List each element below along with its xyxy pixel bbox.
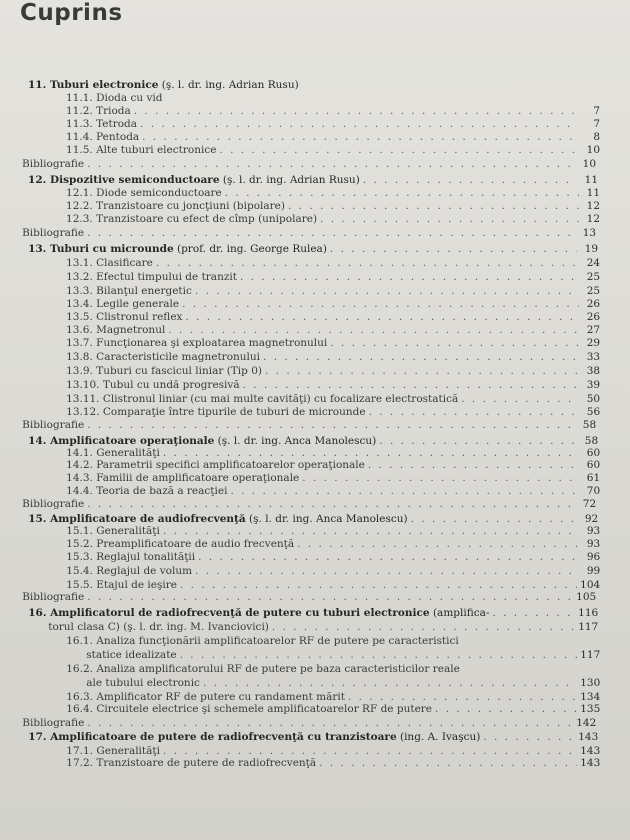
toc-entry-title bbox=[22, 226, 84, 240]
toc-chapter-entry bbox=[28, 78, 598, 92]
toc-section-entry bbox=[66, 702, 600, 716]
toc-entry-number: 15. bbox=[28, 513, 51, 525]
toc-page-number: 26 bbox=[586, 311, 601, 323]
toc-section-entry bbox=[66, 323, 600, 337]
toc-entry-title bbox=[66, 336, 327, 350]
toc-entry-title bbox=[22, 590, 84, 604]
toc-section-entry bbox=[66, 550, 600, 564]
toc-entry-number: 17. bbox=[28, 731, 51, 743]
leader-dots bbox=[272, 620, 575, 634]
toc-page-number: 143 bbox=[580, 757, 601, 769]
toc-page-number: 26 bbox=[586, 298, 601, 310]
toc-section-entry bbox=[66, 284, 600, 298]
toc-entry-number: 13.8. bbox=[66, 351, 97, 363]
leader-dots bbox=[263, 350, 579, 364]
toc-page-number: 135 bbox=[580, 703, 601, 715]
toc-page-number: 39 bbox=[586, 379, 601, 391]
toc-entry-title bbox=[66, 756, 316, 770]
toc-page-number: 93 bbox=[586, 525, 601, 537]
toc-page-number: 12 bbox=[586, 213, 601, 225]
toc-entry-text: Clistronul liniar (cu mai multe cavităţi) cu focalizare electrostatică bbox=[102, 393, 459, 405]
toc-bibliography-entry bbox=[22, 497, 596, 511]
toc-section-entry bbox=[66, 350, 600, 364]
toc-entry-text: Circuitele electrice şi schemele amplificatoarelor RF de putere bbox=[96, 703, 433, 715]
toc-entry-number: 13.4. bbox=[66, 298, 97, 310]
toc-entry-author: (ing. A. Ivaşcu) bbox=[396, 731, 481, 743]
toc-entry-number: 13.7. bbox=[66, 337, 97, 349]
toc-entry-text: Preamplificatoare de audio frecvenţă bbox=[96, 538, 295, 550]
toc-entry-title bbox=[66, 662, 460, 676]
toc-entry-number: 13.11. bbox=[66, 393, 103, 405]
leader-dots bbox=[330, 336, 579, 350]
toc-bibliography-entry bbox=[22, 157, 596, 171]
toc-entry-text: Tubul cu undă progresivă bbox=[102, 379, 240, 391]
toc-entry-author: (amplifica- bbox=[429, 607, 490, 619]
leader-dots bbox=[87, 497, 575, 511]
toc-entry-number: 13.12. bbox=[66, 406, 103, 418]
toc-chapter-entry bbox=[28, 242, 598, 256]
toc-section-entry bbox=[66, 212, 600, 226]
toc-entry-number: 12.2. bbox=[66, 200, 97, 212]
leader-dots bbox=[142, 130, 579, 144]
toc-page-number: 61 bbox=[586, 472, 601, 484]
toc-entry-text: Trioda bbox=[96, 105, 131, 117]
toc-entry-number: 14.1. bbox=[66, 447, 97, 459]
toc-bibliography-entry bbox=[22, 716, 596, 730]
toc-entry-text: Analiza funcţionării amplificatoarelor RF de putere pe caracteristici bbox=[96, 635, 459, 647]
toc-page-number: 10 bbox=[582, 158, 597, 170]
toc-entry-text: Amplificatoare de putere de radiofrecvenţă cu tranzistoare bbox=[50, 731, 397, 743]
leader-dots bbox=[297, 537, 579, 551]
toc-entry-text: Amplificatoare operaţionale bbox=[50, 435, 215, 447]
toc-entry-text: Reglajul tonalităţii bbox=[96, 551, 196, 563]
toc-page-number: 134 bbox=[580, 691, 601, 703]
toc-section-entry bbox=[66, 310, 600, 324]
toc-section-entry bbox=[48, 620, 598, 634]
toc-entry-title bbox=[28, 173, 360, 187]
leader-dots bbox=[230, 484, 579, 498]
toc-page-number: 58 bbox=[584, 435, 599, 447]
toc-entry-text: Pentoda bbox=[96, 131, 140, 143]
toc-section-entry bbox=[86, 648, 600, 662]
toc-entry-title bbox=[66, 186, 222, 200]
toc-entry-text: Clasificare bbox=[96, 257, 153, 269]
toc-page-number: 96 bbox=[586, 551, 601, 563]
leader-dots bbox=[363, 173, 577, 187]
toc-page-number: 130 bbox=[580, 677, 601, 689]
toc-entry-text: Tuburi cu microunde bbox=[50, 243, 174, 255]
toc-entry-number: 14.3. bbox=[66, 472, 97, 484]
toc-entry-text: Bibliografie bbox=[22, 158, 85, 170]
toc-chapter-entry bbox=[28, 173, 598, 187]
toc-page-number: 143 bbox=[580, 745, 601, 757]
leader-dots bbox=[87, 590, 573, 604]
toc-entry-title bbox=[66, 350, 260, 364]
leader-dots bbox=[180, 648, 578, 662]
toc-entry-text: Funcţionarea şi exploatarea magnetronului bbox=[96, 337, 328, 349]
toc-page-number: 58 bbox=[582, 419, 597, 431]
toc-section-entry bbox=[66, 756, 600, 770]
toc-entry-text: Generalităţi bbox=[96, 525, 160, 537]
toc-entry-title bbox=[22, 497, 84, 511]
toc-page-number: 104 bbox=[580, 579, 601, 591]
leader-dots bbox=[265, 364, 579, 378]
toc-entry-text: Generalităţi bbox=[96, 447, 160, 459]
toc-section-entry bbox=[66, 256, 600, 270]
leader-dots bbox=[330, 242, 577, 256]
toc-section-entry bbox=[66, 662, 600, 676]
toc-entry-number: 15.2. bbox=[66, 538, 97, 550]
toc-page-number: 92 bbox=[584, 513, 599, 525]
toc-entry-number: 13.9. bbox=[66, 365, 97, 377]
toc-entry-author: (prof. dr. ing. George Rulea) bbox=[173, 243, 327, 255]
toc-entry-number: 12.1. bbox=[66, 187, 97, 199]
toc-section-entry bbox=[66, 91, 600, 105]
toc-entry-text: Amplificatoare de audiofrecvenţă bbox=[50, 513, 246, 525]
toc-entry-author: (ş. l. dr. ing. Anca Manolescu) bbox=[245, 513, 408, 525]
toc-entry-number: 13.10. bbox=[66, 379, 103, 391]
toc-section-entry bbox=[66, 117, 600, 131]
leader-dots bbox=[243, 378, 580, 392]
toc-page-number: 72 bbox=[582, 498, 597, 510]
toc-page-number: 60 bbox=[586, 447, 601, 459]
toc-page-number: 117 bbox=[580, 649, 601, 661]
toc-section-entry bbox=[66, 364, 600, 378]
leader-dots bbox=[87, 226, 575, 240]
toc-page-number: 19 bbox=[584, 243, 599, 255]
toc-section-entry bbox=[66, 471, 600, 485]
toc-entry-title bbox=[86, 676, 200, 690]
toc-entry-number: 15.4. bbox=[66, 565, 97, 577]
toc-entry-title bbox=[22, 157, 84, 171]
leader-dots bbox=[163, 524, 579, 538]
toc-entry-number: 17.2. bbox=[66, 757, 97, 769]
toc-chapter-entry bbox=[28, 606, 598, 620]
toc-page-number: 12 bbox=[586, 200, 601, 212]
toc-entry-number: 15.1. bbox=[66, 525, 97, 537]
leader-dots bbox=[195, 564, 579, 578]
toc-entry-number: 15.5. bbox=[66, 579, 97, 591]
toc-page-number: 11 bbox=[584, 174, 599, 186]
toc-section-entry bbox=[66, 199, 600, 213]
toc-section-entry bbox=[66, 405, 600, 419]
toc-entry-title bbox=[86, 648, 176, 662]
toc-page-number: 8 bbox=[593, 131, 601, 143]
toc-entry-text: Tranzistoare cu efect de cîmp (unipolare) bbox=[96, 213, 318, 225]
leader-dots bbox=[288, 199, 579, 213]
leader-dots bbox=[134, 104, 579, 118]
toc-entry-title bbox=[66, 458, 365, 472]
toc-entry-number: 17.1. bbox=[66, 745, 97, 757]
toc-entry-number: 11.1. bbox=[66, 92, 97, 104]
toc-entry-text: Alte tuburi electronice bbox=[96, 144, 217, 156]
toc-entry-title bbox=[66, 270, 237, 284]
toc-page-number: 33 bbox=[586, 351, 601, 363]
toc-section-entry bbox=[66, 143, 600, 157]
leader-dots bbox=[461, 392, 579, 406]
toc-entry-title bbox=[66, 524, 160, 538]
toc-page-number: 7 bbox=[593, 105, 600, 117]
toc-entry-text: Bibliografie bbox=[22, 498, 85, 510]
toc-entry-text: Dioda cu vid bbox=[96, 92, 163, 104]
toc-entry-author: (ş. l. dr. ing. Adrian Rusu) bbox=[158, 79, 299, 91]
leader-dots bbox=[240, 270, 579, 284]
toc-entry-text: Tetroda bbox=[96, 118, 138, 130]
toc-entry-text: Bibliografie bbox=[22, 227, 85, 239]
toc-entry-number: 13.6. bbox=[66, 324, 97, 336]
toc-entry-text: Bibliografie bbox=[22, 419, 85, 431]
toc-entry-title bbox=[66, 550, 195, 564]
toc-entry-number: 14.4. bbox=[66, 485, 97, 497]
toc-section-entry bbox=[66, 392, 600, 406]
toc-page-number: 13 bbox=[582, 227, 597, 239]
leader-dots bbox=[198, 550, 579, 564]
toc-entry-text: Clistronul reflex bbox=[96, 311, 183, 323]
toc-bibliography-entry bbox=[22, 226, 596, 240]
toc-entry-number: 13. bbox=[28, 243, 50, 255]
toc-bibliography-entry bbox=[22, 418, 596, 432]
toc-page-number: 38 bbox=[586, 365, 601, 377]
toc-entry-number: 16.2. bbox=[66, 663, 97, 675]
toc-section-entry bbox=[66, 297, 600, 311]
toc-entry-text: Tranzistoare cu joncţiuni (bipolare) bbox=[96, 200, 285, 212]
toc-entry-title bbox=[66, 297, 179, 311]
toc-page-number: 24 bbox=[586, 257, 601, 269]
toc-entry-title bbox=[48, 620, 269, 634]
toc-entry-text: Parametrii specifici amplificatoarelor operaţionale bbox=[96, 459, 365, 471]
toc-entry-number: 12. bbox=[28, 174, 50, 186]
leader-dots bbox=[156, 256, 579, 270]
toc-entry-number: 14.2. bbox=[66, 459, 97, 471]
leader-dots bbox=[319, 756, 577, 770]
toc-section-entry bbox=[66, 270, 600, 284]
toc-section-entry bbox=[66, 537, 600, 551]
toc-section-entry bbox=[66, 336, 600, 350]
toc-entry-title bbox=[66, 199, 285, 213]
toc-section-entry bbox=[66, 484, 600, 498]
toc-entry-number: 13.1. bbox=[66, 257, 97, 269]
toc-section-entry bbox=[66, 524, 600, 538]
toc-entry-author: (ş. l. dr. ing. Adrian Rusu) bbox=[219, 174, 360, 186]
toc-entry-title bbox=[66, 212, 317, 226]
leader-dots bbox=[87, 716, 573, 730]
toc-entry-title bbox=[66, 130, 139, 144]
toc-entry-text: Reglajul de volum bbox=[96, 565, 193, 577]
leader-dots bbox=[203, 676, 577, 690]
toc-entry-title bbox=[66, 702, 432, 716]
toc-entry-text: Bilanţul energetic bbox=[96, 285, 192, 297]
toc-page-number: 142 bbox=[576, 717, 597, 729]
toc-entry-text: Amplificator RF de putere cu randament mărit bbox=[96, 691, 345, 703]
toc-entry-title bbox=[66, 91, 162, 105]
toc-entry-title bbox=[66, 378, 239, 392]
toc-section-entry bbox=[86, 676, 600, 690]
leader-dots bbox=[369, 405, 580, 419]
toc-entry-text: Bibliografie bbox=[22, 591, 85, 603]
toc-entry-title bbox=[22, 716, 84, 730]
toc-page-number: 117 bbox=[578, 621, 599, 633]
toc-entry-number: 11. bbox=[28, 79, 50, 91]
toc-entry-author: (ş. l. dr. ing. Anca Manolescu) bbox=[214, 435, 377, 447]
toc-entry-title bbox=[66, 392, 458, 406]
leader-dots bbox=[168, 323, 579, 337]
leader-dots bbox=[483, 730, 575, 744]
toc-section-entry bbox=[66, 130, 600, 144]
toc-entry-number: 11.4. bbox=[66, 131, 97, 143]
toc-entry-text: Comparaţie între tipurile de tuburi de microunde bbox=[102, 406, 366, 418]
leader-dots bbox=[195, 284, 579, 298]
toc-entry-text: Tuburi cu fascicul liniar (Tip 0) bbox=[96, 365, 262, 377]
toc-page-number: 99 bbox=[586, 565, 601, 577]
toc-entry-text: Tuburi electronice bbox=[49, 79, 159, 91]
toc-entry-text: Caracteristicile magnetronului bbox=[96, 351, 261, 363]
toc-page-number: 93 bbox=[586, 538, 601, 550]
toc-entry-text: Familii de amplificatoare operaţionale bbox=[96, 472, 300, 484]
toc-entry-title bbox=[22, 418, 84, 432]
leader-dots bbox=[302, 471, 579, 485]
toc-entry-title bbox=[66, 117, 137, 131]
leader-dots bbox=[87, 157, 575, 171]
toc-section-entry bbox=[66, 634, 600, 648]
leader-dots bbox=[185, 310, 579, 324]
toc-entry-number: 13.3. bbox=[66, 285, 97, 297]
toc-entry-text: Generalităţi bbox=[96, 745, 160, 757]
leader-dots bbox=[320, 212, 579, 226]
toc-entry-title bbox=[66, 284, 192, 298]
toc-entry-number: 16. bbox=[28, 607, 51, 619]
toc-chapter-entry bbox=[28, 730, 598, 744]
toc-entry-text: Diode semiconductoare bbox=[96, 187, 222, 199]
toc-entry-title bbox=[66, 323, 165, 337]
toc-entry-number: 16.4. bbox=[66, 703, 97, 715]
toc-entry-text: torul clasa C) (ş. l. dr. ing. M. Ivanciovici) bbox=[48, 621, 269, 633]
toc-section-entry bbox=[66, 186, 600, 200]
toc-entry-title bbox=[66, 537, 294, 551]
toc-page-number: 10 bbox=[586, 144, 601, 156]
toc-section-entry bbox=[66, 564, 600, 578]
toc-page-number: 29 bbox=[586, 337, 601, 349]
toc-entry-number: 12.3. bbox=[66, 213, 97, 225]
toc-page-number: 116 bbox=[578, 607, 599, 619]
toc-entry-title bbox=[66, 143, 216, 157]
toc-entry-title bbox=[66, 364, 262, 378]
toc-entry-title bbox=[66, 310, 182, 324]
toc-entry-title bbox=[28, 606, 489, 620]
toc-page-number: 143 bbox=[578, 731, 599, 743]
toc-entry-number: 11.2. bbox=[66, 105, 97, 117]
page-title: Cuprins bbox=[20, 0, 123, 26]
toc-entry-number: 11.5. bbox=[66, 144, 97, 156]
toc-entry-text: Efectul timpului de tranzit bbox=[96, 271, 237, 283]
toc-entry-number: 16.1. bbox=[66, 635, 97, 647]
toc-entry-text: Magnetronul bbox=[96, 324, 166, 336]
toc-entry-text: ale tubului electronic bbox=[86, 677, 200, 689]
toc-entry-text: Legile generale bbox=[96, 298, 180, 310]
leader-dots bbox=[182, 297, 579, 311]
toc-entry-text: Amplificatorul de radiofrecvenţă de putere cu tuburi electronice bbox=[50, 607, 430, 619]
toc-page-number: 25 bbox=[586, 285, 601, 297]
toc-page-number: 60 bbox=[586, 459, 601, 471]
toc-section-entry bbox=[66, 378, 600, 392]
toc-entry-number: 16.3. bbox=[66, 691, 97, 703]
toc-entry-text: Tranzistoare de putere de radiofrecvenţă bbox=[96, 757, 317, 769]
toc-page-number: 7 bbox=[593, 118, 601, 130]
leader-dots bbox=[435, 702, 577, 716]
toc-page-number: 105 bbox=[576, 591, 597, 603]
toc-entry-text: Etajul de ieşire bbox=[96, 579, 177, 591]
leader-dots bbox=[87, 418, 575, 432]
toc-entry-title bbox=[66, 471, 299, 485]
toc-section-entry bbox=[66, 104, 600, 118]
toc-page-number: 11 bbox=[586, 187, 601, 199]
toc-entry-number: 13.2. bbox=[66, 271, 97, 283]
leader-dots bbox=[140, 117, 579, 131]
toc-entry-text: statice idealizate bbox=[86, 649, 177, 661]
toc-entry-title bbox=[66, 405, 365, 419]
toc-entry-number: 11.3. bbox=[66, 118, 97, 130]
toc-page-number: 70 bbox=[586, 485, 601, 497]
toc-entry-text: Bibliografie bbox=[22, 717, 85, 729]
toc-entry-title bbox=[66, 564, 192, 578]
toc-bibliography-entry bbox=[22, 590, 596, 604]
leader-dots bbox=[492, 606, 575, 620]
toc-entry-number: 15.3. bbox=[66, 551, 97, 563]
toc-entry-number: 13.5. bbox=[66, 311, 97, 323]
leader-dots bbox=[219, 143, 579, 157]
toc-page-number: 56 bbox=[586, 406, 601, 418]
leader-dots bbox=[225, 186, 579, 200]
toc-entry-title bbox=[28, 78, 299, 92]
toc-section-entry bbox=[66, 458, 600, 472]
toc-entry-title bbox=[66, 634, 459, 648]
toc-entry-text: Dispozitive semiconductoare bbox=[49, 174, 220, 186]
toc-entry-number: 14. bbox=[28, 435, 51, 447]
toc-entry-title bbox=[66, 256, 153, 270]
toc-entry-text: Teoria de bază a reacţiei bbox=[96, 485, 228, 497]
toc-entry-title bbox=[28, 730, 480, 744]
toc-entry-title bbox=[66, 104, 131, 118]
toc-page-number: 50 bbox=[586, 393, 601, 405]
leader-dots bbox=[368, 458, 579, 472]
toc-page-number: 27 bbox=[586, 324, 601, 336]
toc-entry-title bbox=[66, 484, 227, 498]
toc-entry-text: Analiza amplificatorului RF de putere pe baza caracteristicilor reale bbox=[96, 663, 460, 675]
toc-page-number: 25 bbox=[586, 271, 601, 283]
toc-entry-title bbox=[28, 242, 327, 256]
